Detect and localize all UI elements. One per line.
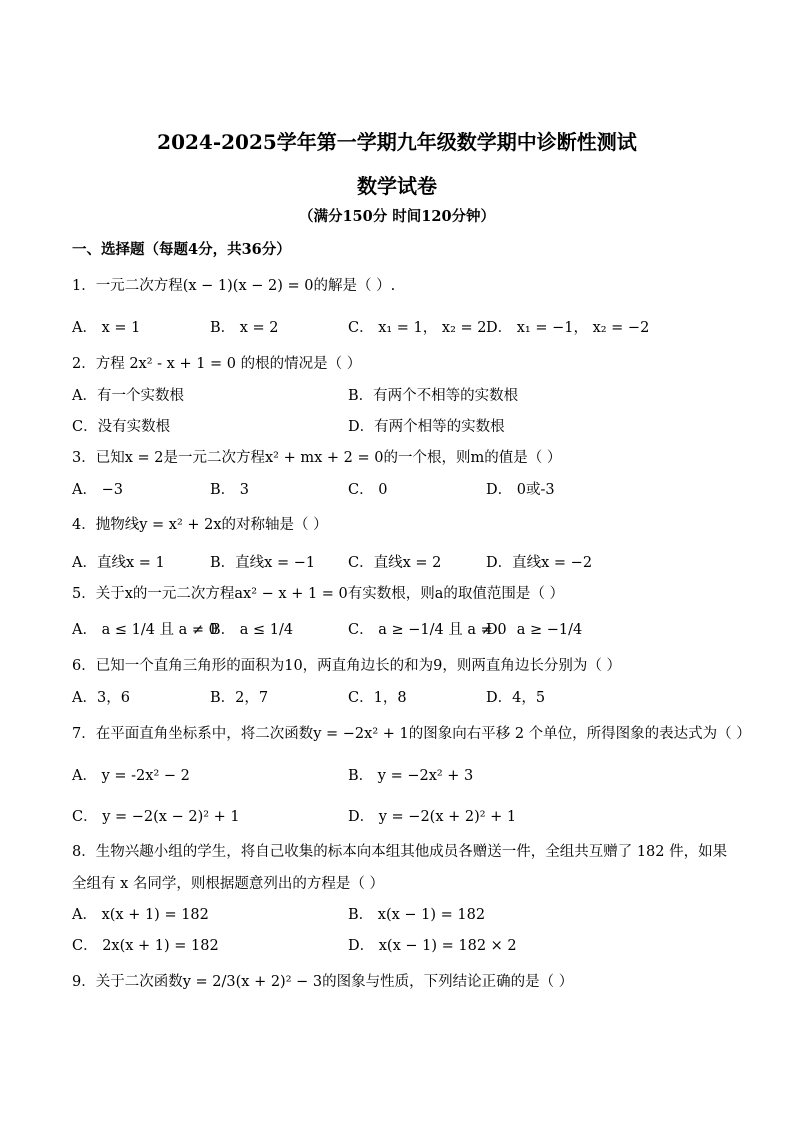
option-d: D．4，5 <box>486 690 546 706</box>
option-a: A． x = 1 <box>72 320 141 336</box>
section-heading: 一、选择题（每题4分，共36分） <box>72 241 291 258</box>
question-stem: 6．已知一个直角三角形的面积为10，两直角边长的和为9，则两直角边长分别为（ ） <box>72 658 622 674</box>
question-stem: 9．关于二次函数y = 2/3(x + 2)² − 3的图象与性质，下列结论正确的是（ ） <box>72 974 574 990</box>
option-b: B．2，7 <box>210 690 269 706</box>
exam-subtitle: 数学试卷 <box>357 174 437 198</box>
question-stem: 8．生物兴趣小组的学生，将自己收集的标本向本组其他成员各赠送一件，全组共互赠了 182 件，如果全组有 x 名同学，则根据题意列出的方程是（ ） <box>72 844 728 892</box>
option-c: C． y = −2(x − 2)² + 1 <box>72 809 240 825</box>
option-a: A．有一个实数根 <box>72 388 184 404</box>
option-c: C．没有实数根 <box>72 419 171 435</box>
exam-meta: （满分150分 时间120分钟） <box>298 208 496 225</box>
option-c: C． 0 <box>348 482 388 498</box>
option-d: D． x₁ = −1， x₂ = −2 <box>486 320 650 336</box>
option-d: D． 0或-3 <box>486 482 555 498</box>
option-b: B．直线x = −1 <box>210 555 316 571</box>
option-a: A． y = -2x² − 2 <box>72 768 190 784</box>
option-a: A． −3 <box>72 482 123 498</box>
option-b: B． y = −2x² + 3 <box>348 768 474 784</box>
question-stem: 7．在平面直角坐标系中，将二次函数y = −2x² + 1的图象向右平移 2 个单位，所得图象的表达式为（ ） <box>72 726 751 742</box>
question-stem: 2．方程 2x² - x + 1 = 0 的根的情况是（ ） <box>72 356 362 372</box>
exam-title: 2024-2025学年第一学期九年级数学期中诊断性测试 <box>157 130 637 154</box>
option-a: A． a ≤ 1/4 且 a ≠ 0 <box>72 622 218 638</box>
option-d: D． a ≥ −1/4 <box>486 622 583 638</box>
option-c: C． 2x(x + 1) = 182 <box>72 938 219 954</box>
option-b: B． x(x − 1) = 182 <box>348 907 486 923</box>
question-stem: 1．一元二次方程(x − 1)(x − 2) = 0的解是（ ）. <box>72 278 396 294</box>
option-c: C． a ≥ −1/4 且 a ≠ 0 <box>348 622 507 638</box>
option-d: D．有两个相等的实数根 <box>348 419 505 435</box>
option-b: B． x = 2 <box>210 320 279 336</box>
option-d: D． y = −2(x + 2)² + 1 <box>348 809 517 825</box>
question-stem: 4．抛物线y = x² + 2x的对称轴是（ ） <box>72 517 328 533</box>
option-a: A． x(x + 1) = 182 <box>72 907 209 923</box>
option-d: D．直线x = −2 <box>486 555 593 571</box>
option-d: D． x(x − 1) = 182 × 2 <box>348 938 517 954</box>
question-stem: 3．已知x = 2是一元二次方程x² + mx + 2 = 0的一个根，则m的值是（ ） <box>72 450 562 466</box>
option-b: B．有两个不相等的实数根 <box>348 388 519 404</box>
option-a: A．直线x = 1 <box>72 555 165 571</box>
option-c: C． x₁ = 1， x₂ = 2 <box>348 320 487 336</box>
question-stem: 5．关于x的一元二次方程ax² − x + 1 = 0有实数根，则a的取值范围是（ ） <box>72 586 565 602</box>
option-b: B． a ≤ 1/4 <box>210 622 294 638</box>
option-c: C．直线x = 2 <box>348 555 442 571</box>
option-b: B． 3 <box>210 482 249 498</box>
option-c: C．1，8 <box>348 690 407 706</box>
option-a: A．3，6 <box>72 690 130 706</box>
